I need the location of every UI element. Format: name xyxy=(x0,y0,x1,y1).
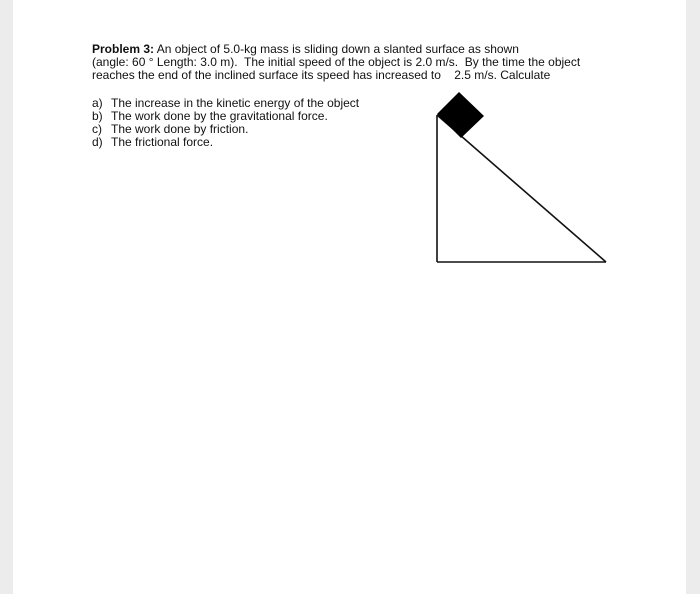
problem-text-line-1: An object of 5.0-kg mass is sliding down a slanted surface as shown xyxy=(154,42,519,56)
question-marker: d) xyxy=(92,135,103,149)
incline-slope xyxy=(437,115,606,262)
question-marker: c) xyxy=(92,122,102,136)
problem-label: Problem 3: xyxy=(92,42,155,56)
question-marker: a) xyxy=(92,96,103,110)
question-text: The increase in the kinetic energy of the object xyxy=(111,96,360,110)
question-marker: b) xyxy=(92,109,103,123)
question-text: The work done by the gravitational force. xyxy=(111,109,328,123)
problem-text-line-3: reaches the end of the inclined surface its speed has increased to 2.5 m/s. Calculate xyxy=(92,68,551,82)
incline-triangle xyxy=(437,115,606,262)
question-text: The frictional force. xyxy=(111,135,214,149)
sliding-block xyxy=(437,92,484,138)
question-text: The work done by friction. xyxy=(111,122,249,136)
problem-text-line-2: (angle: 60 ° Length: 3.0 m). The initial speed of the object is 2.0 m/s. By the time the object xyxy=(92,55,581,69)
